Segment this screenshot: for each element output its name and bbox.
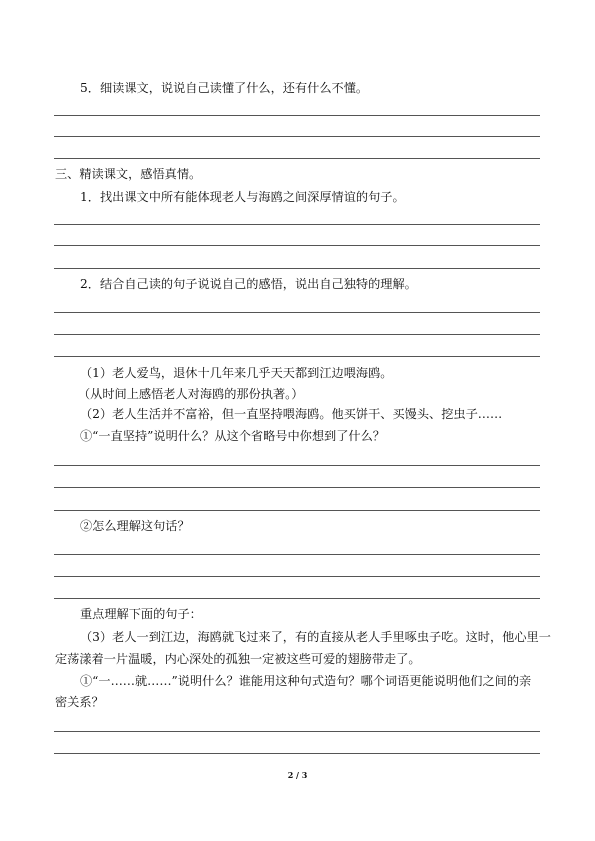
answer-line — [54, 576, 540, 577]
answer-line — [54, 554, 540, 555]
answer-line — [54, 731, 540, 732]
passage-3-line-1: （3）老人一到江边，海鸥就飞过来了，有的直接从老人手里啄虫子吃。这时，他心里一 — [80, 630, 551, 644]
answer-line — [54, 465, 540, 466]
answer-line — [54, 334, 540, 335]
passage-3-question-line-1: ①“一……就……”说明什么？谁能用这种句式造句？哪个词语更能说明他们之间的亲 — [80, 674, 532, 688]
passage-3-question-line-2: 密关系？ — [55, 695, 104, 709]
question-5: 5．细读课文，说说自己读懂了什么，还有什么不懂。 — [80, 81, 369, 95]
answer-line — [54, 312, 540, 313]
answer-line — [54, 245, 540, 246]
passage-1: （1）老人爱鸟，退休十几年来几乎天天都到江边喂海鸥。 — [80, 366, 393, 380]
answer-line — [54, 115, 540, 116]
passage-1-note: （从时间上感悟老人对海鸥的那份执著。） — [78, 387, 304, 401]
answer-line — [54, 487, 540, 488]
passage-2-question-1: ①“一直坚持”说明什么？从这个省略号中你想到了什么？ — [80, 429, 385, 443]
page-number: 2 / 3 — [287, 770, 308, 780]
answer-line — [54, 510, 540, 511]
passage-2-question-2: ②怎么理解这句话？ — [80, 519, 190, 533]
answer-line — [54, 753, 540, 754]
section-3-question-2: 2．结合自己读的句子说说自己的感悟，说出自己独特的理解。 — [80, 277, 417, 291]
answer-line — [54, 356, 540, 357]
passage-3-line-2: 定荡漾着一片温暖，内心深处的孤独一定被这些可爱的翅膀带走了。 — [55, 652, 421, 666]
passage-2: （2）老人生活并不富裕，但一直坚持喂海鸥。他买饼干、买馒头、挖虫子…… — [80, 407, 503, 421]
answer-line — [54, 268, 540, 269]
answer-line — [54, 136, 540, 137]
section-3-question-1: 1．找出课文中所有能体现老人与海鸥之间深厚情谊的句子。 — [80, 190, 405, 204]
answer-line — [54, 224, 540, 225]
answer-line — [54, 598, 540, 599]
focus-heading: 重点理解下面的句子： — [80, 607, 202, 621]
answer-line — [54, 158, 540, 159]
section-3-heading: 三、精读课文，感悟真情。 — [55, 167, 202, 181]
